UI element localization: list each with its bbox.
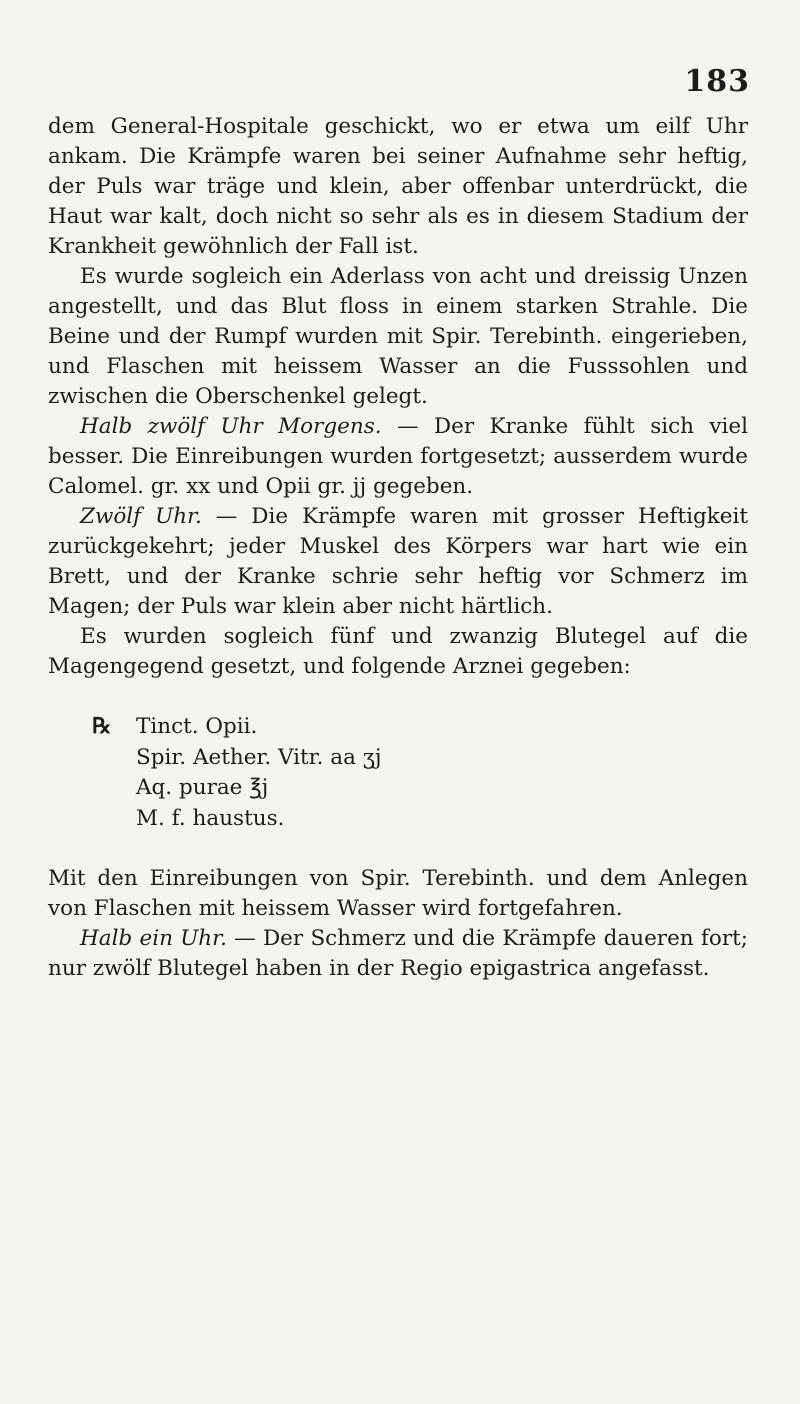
time-heading: Halb zwölf Uhr Morgens. <box>80 414 382 439</box>
body-text <box>48 112 748 984</box>
time-entry-text: — Die Krämpfe waren mit grosser Heftigkeit zurückgekehrt; jeder Muskel des Körpers war hart wie ein Brett, und der Kranke schrie sehr heftig vor Schmerz im Magen; der Puls war klein aber nicht härtlich. <box>48 504 749 619</box>
recipe-symbol: ℞ <box>92 714 112 739</box>
prescription-line: Spir. Aether. Vitr. aa ʒj <box>136 744 382 770</box>
time-entry <box>48 412 748 502</box>
paragraph: Es wurden sogleich fünf und zwanzig Blutegel auf die Magengegend gesetzt, und folgende Arznei gegeben: <box>48 624 748 679</box>
prescription-line: M. f. haustus. <box>136 805 285 831</box>
time-entry <box>48 924 748 984</box>
paragraph: dem General-Hospitale geschickt, wo er etwa um eilf Uhr ankam. Die Krämpfe waren bei seiner Aufnahme sehr heftig, der Puls war träge und klein, aber offenbar unterdrückt, die Haut war kalt, doch nicht so sehr als es in diesem Stadium der Krankheit gewöhnlich der Fall ist. <box>48 114 748 259</box>
page-number: 183 <box>684 64 750 99</box>
time-entry-text: — Der Kranke fühlt sich viel besser. Die Einreibungen wurden fortgesetzt; ausserdem wurde Calomel. gr. xx und Opii gr. jj gegeben. <box>48 414 748 499</box>
paragraph: Es wurde sogleich ein Aderlass von acht und dreissig Unzen angestellt, und das Blut floss in einem starken Strahle. Die Beine und der Rumpf wurden mit Spir. Terebinth. eingerieben, und Flaschen mit heissem Wasser an die Fusssohlen und zwischen die Oberschenkel gelegt. <box>48 264 748 409</box>
prescription <box>92 712 748 834</box>
time-entry <box>48 502 748 622</box>
paragraph: Mit den Einreibungen von Spir. Terebinth. und dem Anlegen von Flaschen mit heissem Wasser wird fortgefahren. <box>48 866 748 921</box>
prescription-line: ℞ Tinct. Opii. <box>92 712 748 743</box>
time-entry-text: — Der Schmerz und die Krämpfe daueren fort; nur zwölf Blutegel haben in der Regio epigastrica angefasst. <box>48 926 748 981</box>
prescription-line: Aq. purae ℥j <box>136 775 269 800</box>
time-heading: Zwölf Uhr. <box>80 504 202 529</box>
time-heading: Halb ein Uhr. <box>80 926 227 951</box>
